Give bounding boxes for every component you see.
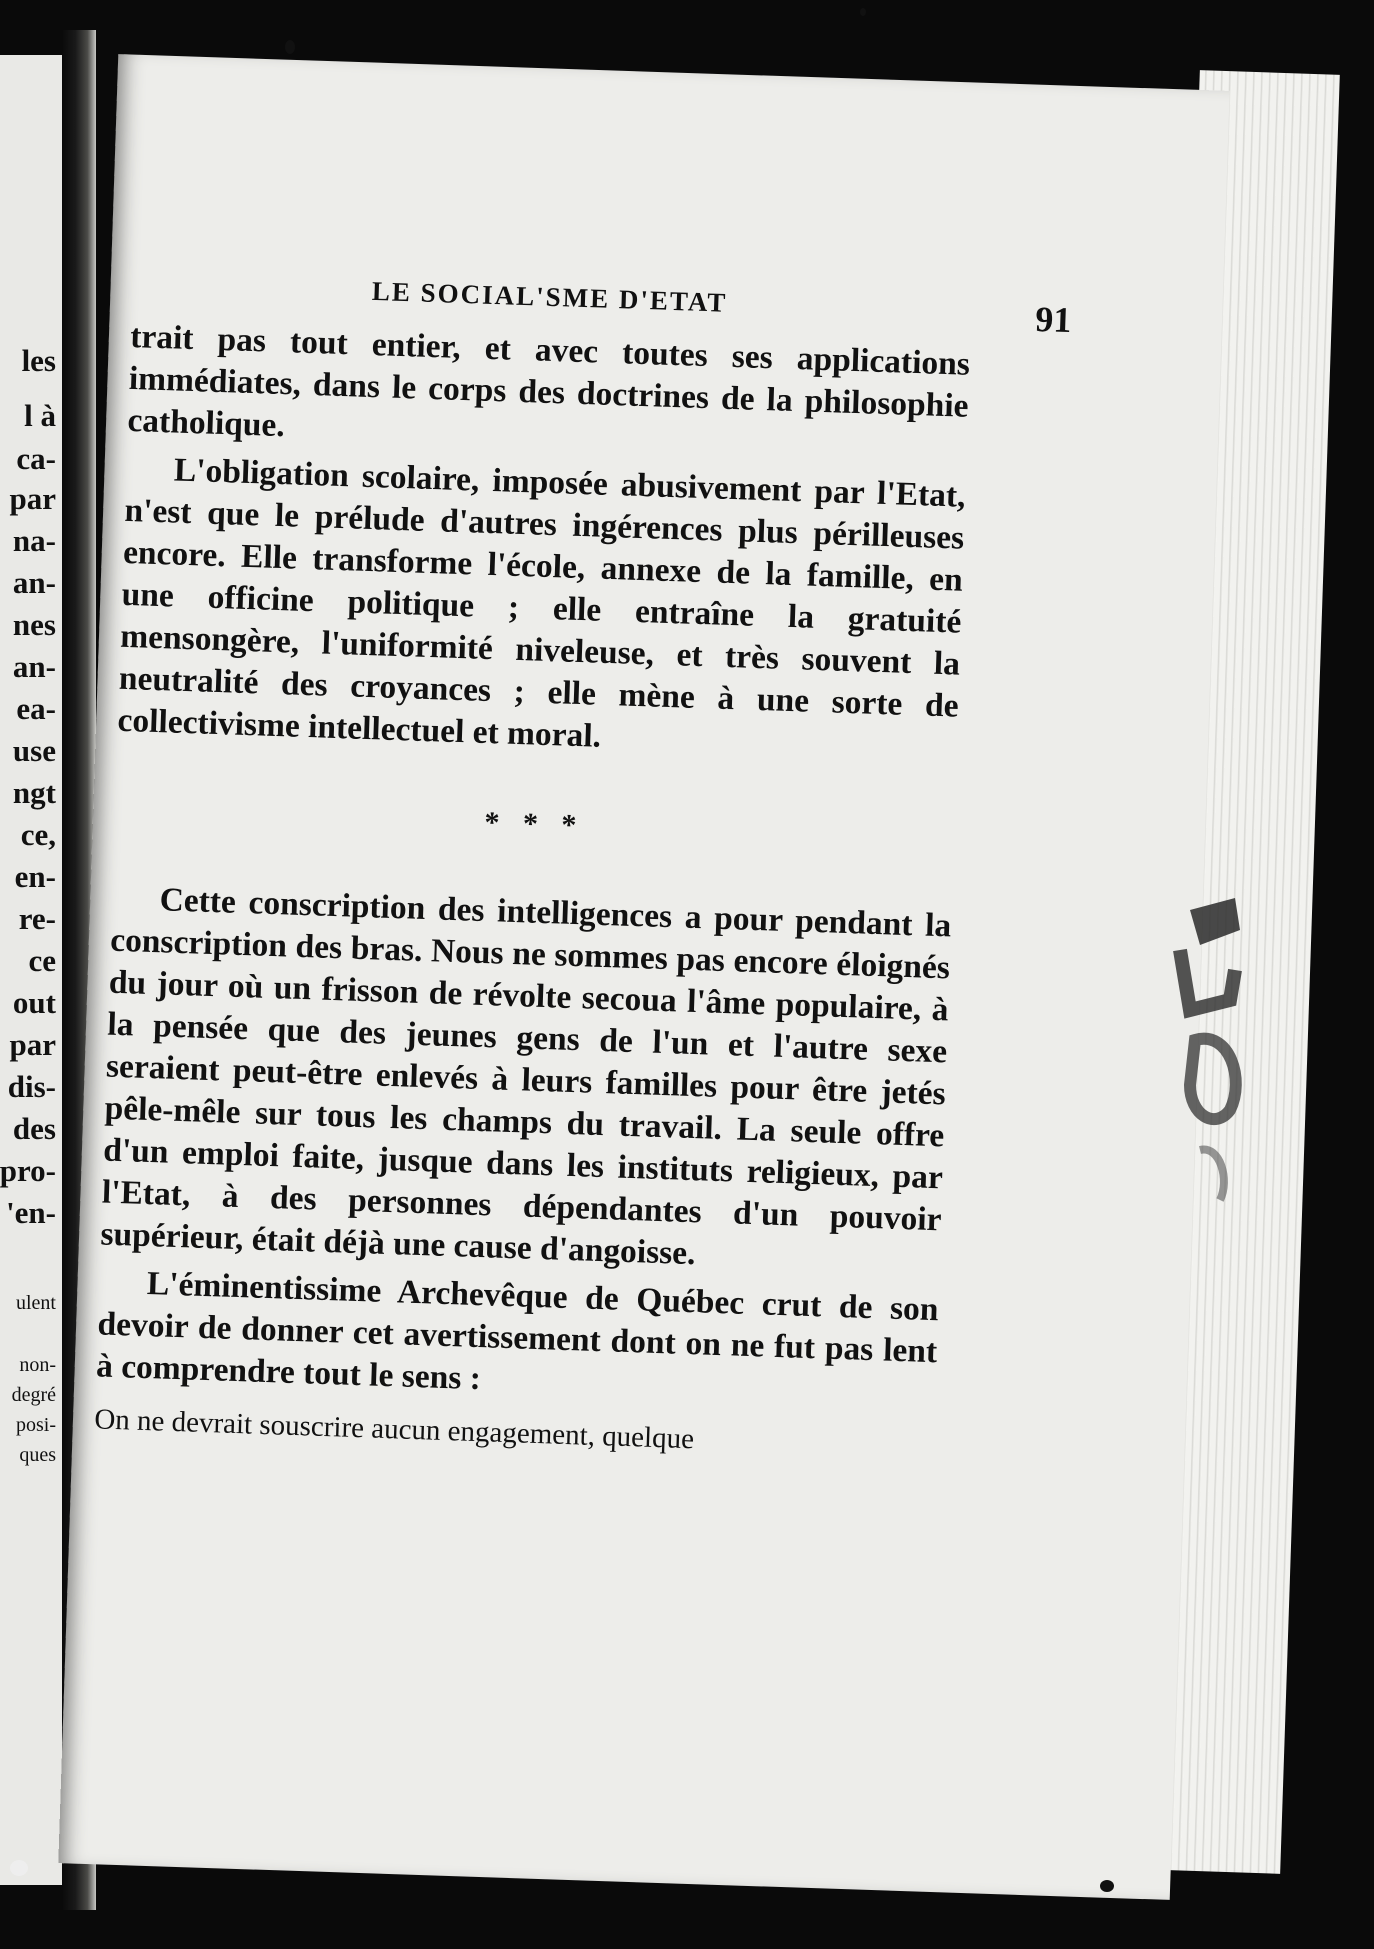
left-page-fragment: an- xyxy=(12,565,56,600)
left-page-fragment: dis- xyxy=(7,1069,56,1104)
stamp-mark xyxy=(1160,890,1250,1240)
left-page-fragment: ce, xyxy=(20,817,56,852)
page-number: 91 xyxy=(1034,298,1073,341)
left-page-fragment: par xyxy=(9,481,56,516)
left-page-fragment: non- xyxy=(19,1354,56,1376)
left-page-fragment: re- xyxy=(18,901,56,936)
left-page-fragment: degré xyxy=(11,1384,56,1406)
left-page-fragment: ca- xyxy=(16,441,56,476)
left-page-fragment: use xyxy=(12,733,56,768)
left-page-fragment: les xyxy=(21,343,56,378)
left-page-fragment: ngt xyxy=(12,775,56,810)
dust-speck xyxy=(1100,1880,1114,1892)
left-page-fragment: ce xyxy=(28,943,56,978)
paragraph: Cette conscription des intelligences a pour pendant la conscription des bras. Nous ne sommes pas encore éloignés du jour où un frisson de révolte secoua l'âme populaire, à la pensée que des jeunes gens de l'un et l'autre sexe seraient peut-être enlevés à leurs familles pour être jetés pêle-mêle sur tous les champs du travail. La seule offre d'un emploi faite, jusque dans les instituts religieux, par l'Etat, à des personnes dépendantes d'un pouvoir supérieur, était déjà une cause d'angoisse. xyxy=(99,881,952,1273)
left-page-fragment: l à xyxy=(24,398,56,433)
left-page-fragment: 'en- xyxy=(6,1195,56,1230)
dust-speck xyxy=(10,1860,28,1876)
dust-speck xyxy=(285,40,295,54)
left-page-fragment: ques xyxy=(19,1444,56,1466)
running-head: LE SOCIAL'SME D'ETAT xyxy=(371,275,728,318)
left-page-fragment: en- xyxy=(14,859,56,894)
left-page-fragment: des xyxy=(12,1111,56,1146)
left-page-fragment: par xyxy=(9,1027,56,1062)
left-facing-page xyxy=(0,55,62,1885)
page-text-block xyxy=(93,256,1073,1467)
left-page-fragment: nes xyxy=(12,607,56,642)
paragraph: L'obligation scolaire, imposée abusivement par l'Etat, n'est que le prélude d'autres ingérences plus périlleuses encore. Elle transforme l'école, annexe de la famille, en une officine politique ; elle entraîne la gratuité mensongère, l'uniformité niveleuse, et très souvent la neutralité des croyances ; elle mène à une sorte de collectivisme intellectuel et moral. xyxy=(116,451,967,755)
left-page-fragment: na- xyxy=(12,523,56,558)
left-page-fragment: posi- xyxy=(16,1414,56,1436)
left-page-fragment: ulent xyxy=(16,1292,56,1314)
quoted-text: On ne devrait souscrire aucun engagement, quelque xyxy=(93,1403,695,1456)
paragraph: trait pas tout entier, et avec toutes ses applications immédiates, dans le corps des doctrines de la philosophie catholique. xyxy=(126,317,971,445)
section-break: * * * xyxy=(483,805,585,843)
paragraph: L'éminentissime Archevêque de Québec crut de son devoir de donner cet avertissement dont on ne fut pas lent à comprendre tout le sens : xyxy=(95,1265,940,1398)
left-page-fragment: pro- xyxy=(0,1153,56,1188)
left-page-fragment: out xyxy=(12,985,56,1020)
left-page-fragment: ea- xyxy=(16,691,56,726)
dust-speck xyxy=(860,8,866,16)
left-page-fragment: an- xyxy=(12,649,56,684)
